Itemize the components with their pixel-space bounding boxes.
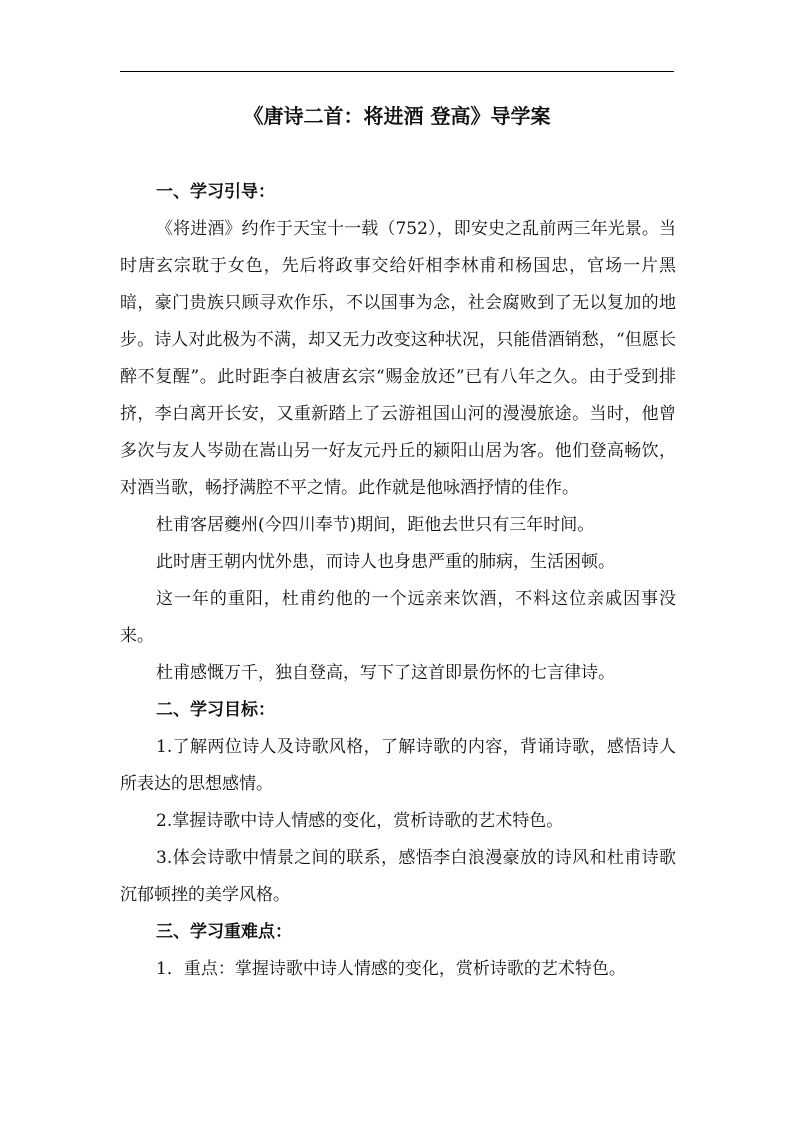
document-title: 《唐诗二首：将进酒 登高》导学案 xyxy=(243,104,551,128)
paragraph: 杜甫客居夔州(今四川奉节)期间，距他去世只有三年时间。 xyxy=(156,515,595,535)
key-point-item: 1．重点：掌握诗歌中诗人情感的变化，赏析诗歌的艺术特色。 xyxy=(156,959,626,979)
objective-item: 2.掌握诗歌中诗人情感的变化，赏析诗歌的艺术特色。 xyxy=(156,811,564,831)
document-body xyxy=(120,174,676,988)
section-heading-key-points: 三、学习重难点： xyxy=(156,922,292,942)
section-heading-guide: 一、学习引导： xyxy=(156,182,275,202)
paragraph: 《将进酒》约作于天宝十一载（752），即安史之乱前两三年光景。当时唐玄宗耽于女色，先后将政事交给奸相李林甫和杨国忠，官场一片黑暗，豪门贵族只顾寻欢作乐，不以国事为念，社会腐败到了无以复加的地步。诗人对此极为不满，却又无力改变这种状况，只能借酒销愁，“但愿长醉不复醒”。此时距李白被唐玄宗“赐金放还”已有八年之久。由于受到排挤，李白离开长安，又重新踏上了云游祖国山河的漫漫旅途。当时，他曾多次与友人岑勋在嵩山另一好友元丹丘的颍阳山居为客。他们登高畅饮，对酒当歌，畅抒满腔不平之情。此作就是他咏酒抒情的佳作。 xyxy=(120,219,676,498)
objective-item: 3.体会诗歌中情景之间的联系，感悟李白浪漫豪放的诗风和杜甫诗歌沉郁顿挫的美学风格。 xyxy=(120,848,676,905)
header-rule xyxy=(120,71,674,72)
section-heading-objectives: 二、学习目标： xyxy=(156,700,275,720)
objective-item: 1.了解两位诗人及诗歌风格，了解诗歌的内容，背诵诗歌，感悟诗人所表达的思想感情。 xyxy=(120,737,676,794)
paragraph: 此时唐王朝内忧外患，而诗人也身患严重的肺病，生活困顿。 xyxy=(156,552,615,572)
paragraph: 杜甫感慨万千，独自登高，写下了这首即景伤怀的七言律诗。 xyxy=(156,663,615,683)
paragraph: 这一年的重阳，杜甫约他的一个远亲来饮酒，不料这位亲戚因事没来。 xyxy=(120,589,676,646)
